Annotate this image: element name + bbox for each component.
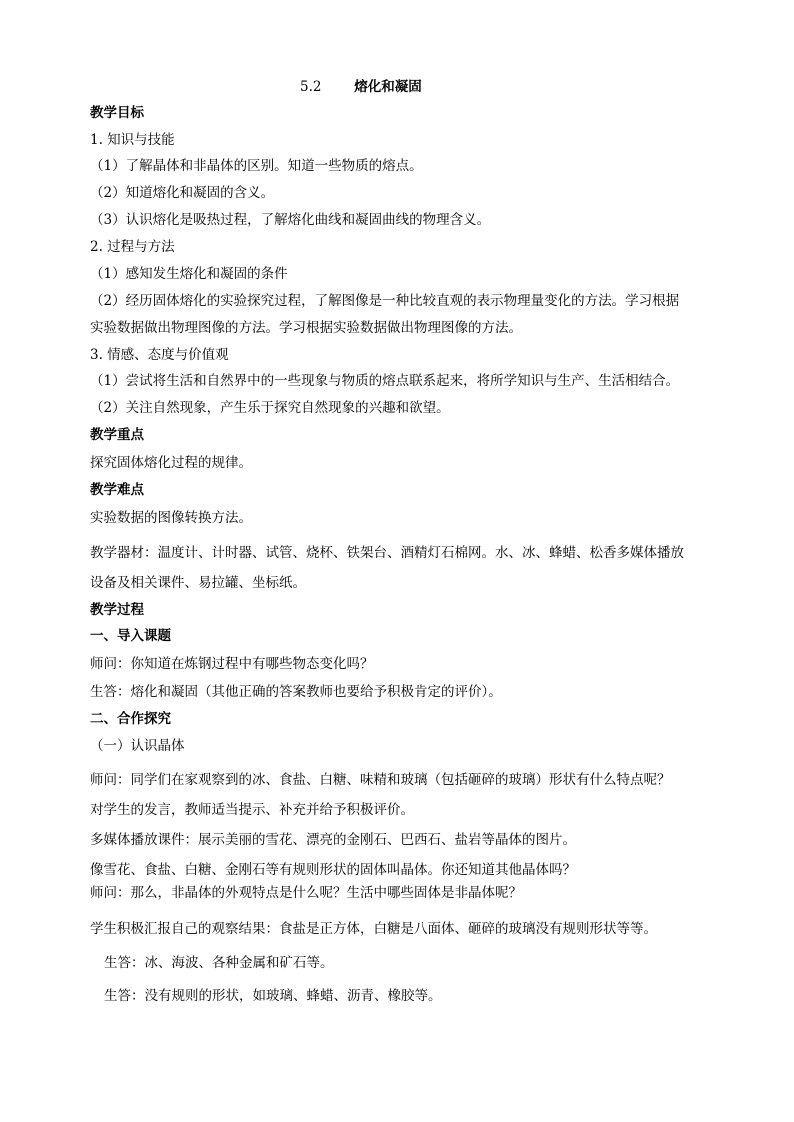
goal-emotion-values: 3. 情感、态度与价值观 bbox=[90, 347, 229, 363]
equipment-part-1: 教学器材：温度计、计时器、试管、烧杯、铁架台、酒精灯石棉网。水、冰、蜂蜡、松香多媒体播放 bbox=[90, 545, 684, 561]
heading-teaching-goals: 教学目标 bbox=[90, 105, 144, 121]
heading-teaching-process: 教学过程 bbox=[90, 602, 144, 618]
key-point-text: 探究固体熔化过程的规律。 bbox=[90, 455, 252, 471]
goal-1-item-2: （2）知道熔化和凝固的含义。 bbox=[90, 185, 275, 201]
goal-2-item-2-part-1: （2）经历固体熔化的实验探究过程，了解图像是一种比较直观的表示物理量变化的方法。学习根据 bbox=[90, 293, 680, 309]
lesson-name: 熔化和凝固 bbox=[354, 79, 422, 95]
heading-difficulties: 教学难点 bbox=[90, 482, 144, 498]
subsection-know-crystals: （一）认识晶体 bbox=[90, 738, 185, 754]
equipment-part-2: 设备及相关课件、易拉罐、坐标纸。 bbox=[90, 575, 306, 591]
goal-knowledge-skills: 1. 知识与技能 bbox=[90, 132, 175, 148]
paragraph-amorphous-question: 师问：那么，非晶体的外观特点是什么呢？生活中哪些固体是非晶体呢？ bbox=[90, 885, 522, 901]
lesson-number: 5.2 bbox=[300, 79, 322, 95]
goal-3-item-2: （2）关注自然现象，产生乐于探究自然现象的兴趣和欲望。 bbox=[90, 400, 450, 416]
paragraph-student-report: 学生积极汇报自己的观察结果：食盐是正方体，白糖是八面体、砸碎的玻璃没有规则形状等等。 bbox=[90, 921, 657, 937]
goal-2-item-1: （1）感知发生熔化和凝固的条件 bbox=[90, 266, 288, 282]
paragraph-crystal-definition: 像雪花、食盐、白糖、金刚石等有规则形状的固体叫晶体。你还知道其他晶体吗？ bbox=[90, 862, 576, 878]
goal-1-item-1: （1）了解晶体和非晶体的区别。知道一些物质的熔点。 bbox=[90, 158, 423, 174]
difficulty-text: 实验数据的图像转换方法。 bbox=[90, 510, 252, 526]
section-cooperative-inquiry: 二、合作探究 bbox=[90, 711, 171, 727]
paragraph-student-answer-amorphous: 生答：没有规则的形状，如玻璃、蜂蜡、沥青、橡胶等。 bbox=[104, 988, 442, 1004]
intro-teacher-question: 师问：你知道在炼钢过程中有哪些物态变化吗？ bbox=[90, 656, 374, 672]
section-intro: 一、导入课题 bbox=[90, 628, 171, 644]
goal-process-method: 2. 过程与方法 bbox=[90, 239, 175, 255]
paragraph-student-answer-crystals: 生答：冰、海波、各种金属和矿石等。 bbox=[104, 955, 334, 971]
goal-2-item-2-part-2: 实验数据做出物理图像的方法。学习根据实验数据做出物理图像的方法。 bbox=[90, 320, 522, 336]
lesson-title bbox=[300, 78, 422, 96]
intro-student-answer: 生答：熔化和凝固（其他正确的答案教师也要给予积极肯定的评价）。 bbox=[90, 684, 502, 700]
paragraph-multimedia: 多媒体播放课件：展示美丽的雪花、漂亮的金刚石、巴西石、盐岩等晶体的图片。 bbox=[90, 832, 576, 848]
goal-1-item-3: （3）认识熔化是吸热过程，了解熔化曲线和凝固曲线的物理含义。 bbox=[90, 212, 491, 228]
paragraph-teacher-feedback: 对学生的发言，教师适当提示、补充并给予积极评价。 bbox=[90, 802, 414, 818]
heading-key-points: 教学重点 bbox=[90, 427, 144, 443]
paragraph-teacher-question-shapes: 师问：同学们在家观察到的冰、食盐、白糖、味精和玻璃（包括砸碎的玻璃）形状有什么特点呢？ bbox=[90, 772, 671, 788]
goal-3-item-1: （1）尝试将生活和自然界中的一些现象与物质的熔点联系起来，将所学知识与生产、生活相结合。 bbox=[90, 373, 680, 389]
